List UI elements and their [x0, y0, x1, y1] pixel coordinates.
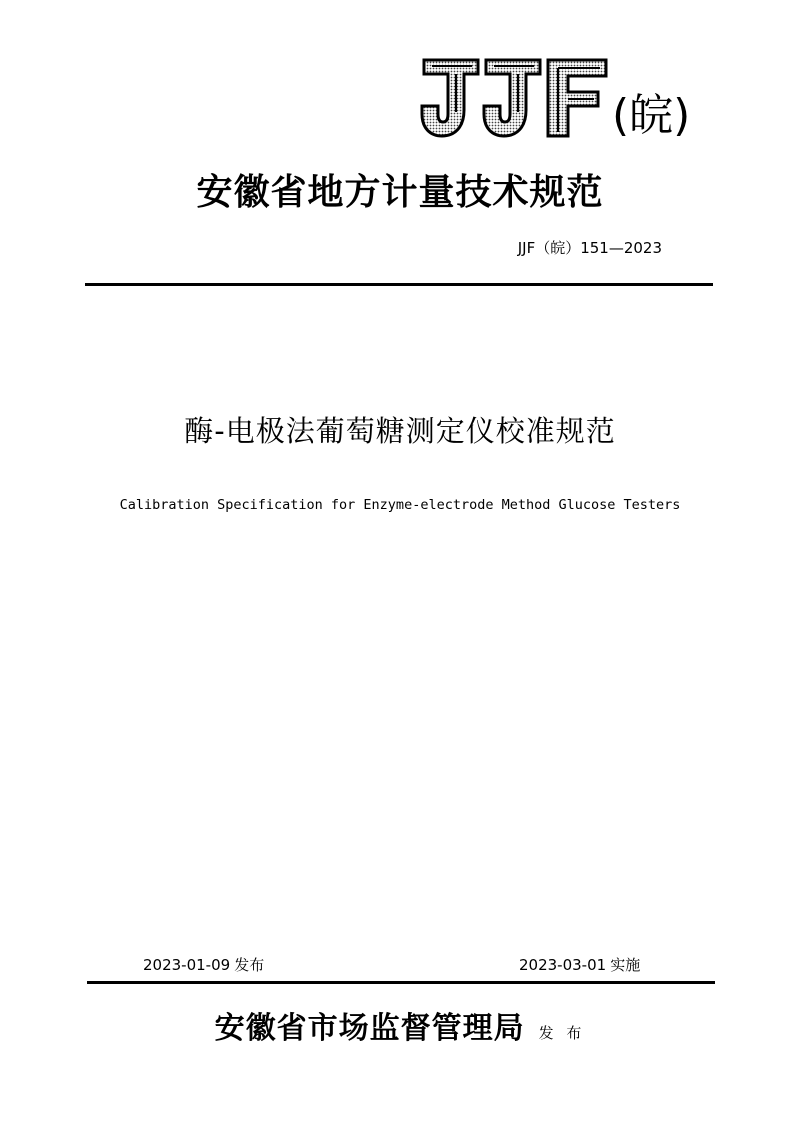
- logo-region-mark: (皖): [612, 90, 691, 141]
- document-title-cn: 酶-电极法葡萄糖测定仪校准规范: [184, 414, 616, 448]
- effective-date-line: [519, 954, 640, 976]
- jjf-logo: [420, 52, 610, 142]
- logo-letter-f: [548, 60, 606, 136]
- bottom-divider: [87, 981, 715, 984]
- top-divider: [85, 283, 713, 286]
- document-number: JJF（皖）151—2023: [517, 239, 662, 257]
- issue-date: 2023-01-09: [143, 956, 231, 974]
- logo-letter-j1: [422, 60, 478, 136]
- effective-label: 实施: [610, 956, 641, 974]
- logo-letter-j2: [484, 60, 540, 136]
- jjf-logo-mark: [420, 52, 610, 142]
- issue-date-line: [143, 954, 264, 976]
- issue-label: 发布: [234, 956, 265, 974]
- effective-date: 2023-03-01: [519, 956, 607, 974]
- standard-category-title: 安徽省地方计量技术规范: [196, 171, 604, 213]
- issuer-line: [0, 1004, 800, 1054]
- issuer-name: 安徽省市场监督管理局: [214, 1011, 525, 1046]
- issuer-action: 发 布: [538, 1024, 586, 1042]
- document-title-en: Calibration Specification for Enzyme-electrode Method Glucose Testers: [119, 497, 681, 513]
